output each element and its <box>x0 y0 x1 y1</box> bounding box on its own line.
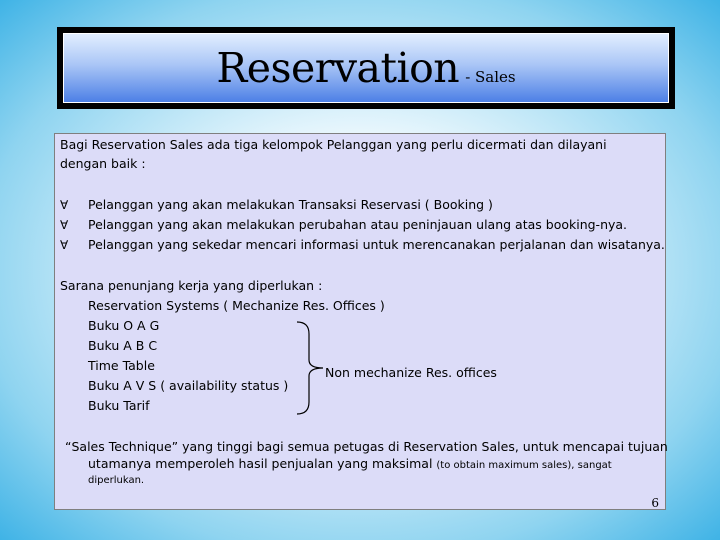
intro-line-1: Bagi Reservation Sales ada tiga kelompok Pelanggan yang perlu dicermati dan dilayani <box>60 137 607 152</box>
closing-line-1: “Sales Technique” yang tinggi bagi semua petugas di Reservation Sales, untuk mencapai tujuan <box>65 439 668 454</box>
tool-item: Buku O A G <box>88 318 160 333</box>
bullet-item: Pelanggan yang sekedar mencari informasi untuk merencanakan perjalanan dan wisatanya. <box>88 237 665 252</box>
brace-label: Non mechanize Res. offices <box>325 365 497 380</box>
title-subtitle: - Sales <box>465 68 516 86</box>
title-banner-inner <box>63 33 669 103</box>
intro-line-2: dengan baik : <box>60 156 146 171</box>
closing-line-2-main: utamanya memperoleh hasil penjualan yang maksimal <box>88 456 433 471</box>
closing-line-3: diperlukan. <box>88 475 145 486</box>
closing-line-2-note: (to obtain maximum sales), sangat <box>436 460 612 471</box>
bullet-icon: ∀ <box>60 218 69 232</box>
right-brace-icon <box>293 320 327 416</box>
bullet-icon: ∀ <box>60 238 69 252</box>
slide-title <box>216 44 515 92</box>
closing-line-2 <box>88 456 612 474</box>
content-panel <box>54 133 666 510</box>
tool-item: Time Table <box>88 358 155 373</box>
page-number: 6 <box>651 496 659 510</box>
tool-item: Buku Tarif <box>88 398 150 413</box>
title-main: Reservation <box>216 44 460 92</box>
tool-item: Buku A V S ( availability status ) <box>88 378 289 393</box>
bullet-item: Pelanggan yang akan melakukan perubahan atau peninjauan ulang atas booking-nya. <box>88 217 628 232</box>
bullet-icon: ∀ <box>60 198 69 212</box>
bullet-item: Pelanggan yang akan melakukan Transaksi Reservasi ( Booking ) <box>88 197 493 212</box>
tool-item: Reservation Systems ( Mechanize Res. Offices ) <box>88 298 385 313</box>
tool-item: Buku A B C <box>88 338 158 353</box>
title-banner <box>57 27 675 109</box>
tools-heading: Sarana penunjang kerja yang diperlukan : <box>60 278 323 293</box>
